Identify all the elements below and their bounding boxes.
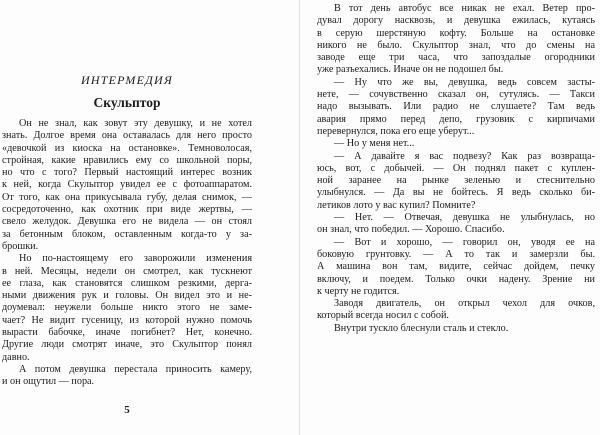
text-line: Но по-настоящему его заворожили изменения	[19, 253, 252, 265]
text-line: Внутри тускло блеснули сталь и стекло.	[334, 322, 509, 334]
text-line: он знал, что победил. — Хорошо. Спасибо.	[317, 224, 505, 236]
text-line: — А давайте я вас подвезу? Как раз возвраща-	[334, 150, 595, 162]
text-line: брошки.	[2, 240, 39, 252]
text-line: Он не знал, как зовут эту девушку, и не хотел	[19, 118, 252, 129]
text-line: и он ощутил — пора.	[2, 376, 95, 388]
text-line: Другие люди смотрят иначе, это Скульптор понял	[2, 339, 252, 351]
text-line: — Вот и хорошо, — говорил он, уводя ее на	[334, 236, 595, 248]
text-line: знать. Долгое время она оставалась для него просто	[2, 130, 252, 142]
text-line: уже разъехались. Иначе он не подошел бы.	[317, 64, 504, 76]
right-page-text	[317, 3, 595, 335]
text-line: А машина вон там, видите, сейчас дойдем, печку	[317, 261, 595, 273]
text-line: сосредоточенно, как охотник при виде жертвы, —	[2, 204, 252, 216]
text-line: «девочкой из киоска на остановке». Темноволосая,	[2, 142, 252, 154]
text-line: стройная, какие нравились ему со школьной поры,	[2, 154, 252, 166]
text-line: давно.	[2, 351, 30, 363]
text-line: который всегда носил с собой.	[317, 310, 449, 322]
text-line: А потом девушка перестала приносить камеру,	[19, 363, 252, 375]
text-line: в ней. Месяцы, недели он смотрел, как тускнеют	[2, 265, 252, 277]
page-number: 5	[124, 404, 130, 416]
chapter-title: Скульптор	[93, 95, 161, 110]
text-line: перевернулся, пока его еще уберут...	[317, 125, 475, 137]
text-line: летиков лото у вас купил? Помните?	[317, 199, 476, 211]
text-line: — Ну что же вы, девушка, ведь совсем засты-	[334, 76, 595, 88]
left-page-text	[2, 118, 252, 389]
text-line: ными движения рук и головы. Он видел это и не-	[2, 290, 252, 302]
text-line: — Но у меня нет...	[334, 138, 415, 150]
text-line: к ней, когда Скульптор увидел ее с фотоаппаратом.	[2, 179, 252, 191]
text-line: улыбнулся. — Да вы не бойтесь. Я ведь сколько би-	[317, 187, 595, 199]
section-title: ИНТЕРМЕДИЯ	[81, 73, 173, 87]
text-line: ной заранее на рынке зеленью и стеснительно	[317, 175, 595, 187]
text-line: — Нет. — Отвечая, девушка не улыбнулась, но	[334, 212, 595, 224]
text-line: юсь, вот, с добычей. — Он поднял пакет с куплен-	[317, 162, 595, 174]
text-line: В тот день автобус все никак не ехал. Ветер про-	[334, 3, 595, 14]
text-line: Заводя двигатель, он открыл чехол для очков,	[334, 298, 595, 310]
text-line: дувал дорогу насквозь, и девушка ежилась, кутаясь	[317, 15, 595, 27]
left-page	[2, 74, 252, 389]
text-line: чает? Не видит гусеницу, из которой нужно помочь	[2, 314, 252, 326]
text-line: никого не было. Скульптор знал, что до смены на	[317, 39, 595, 51]
text-line: включу, и поедем. Только очки надену. Зрение ни	[317, 273, 595, 285]
text-line: к черту не годится.	[317, 285, 400, 297]
text-line: свело желудок. Девушка его не видела — он стоял	[2, 216, 252, 228]
text-line: но что с того? Первый настоящий интерес возник	[2, 167, 252, 179]
text-line: ее глаза, как становятся слишком резкими, дерга-	[2, 277, 252, 289]
text-line: за бетонным блоком, оставленным когда-то у за-	[2, 228, 252, 240]
text-line: От того, как она прикусывала губу, делая снимок, —	[2, 191, 252, 203]
text-line: заводе еще три часа, что запоздалые огородники	[317, 52, 595, 64]
text-line: доумевал: неужели больше никто этого не заме-	[2, 302, 252, 314]
text-line: авария прямо перед депо, грузовик с кирпичами	[317, 113, 595, 125]
text-line: надо вызывать. Или радио не слушаете? Там ведь	[317, 101, 595, 113]
text-line: в серую шерстяную кофту. Больше на остановке	[317, 27, 595, 39]
page-gutter-divider	[299, 0, 300, 435]
text-line: вырасти бабочке, иначе погибнет? Нет, конечно.	[2, 327, 252, 339]
text-line: боковую грунтовку. — А то так и замерзли бы.	[317, 248, 595, 260]
text-line: нете, — сочувственно сказал он, сутулясь. — Такси	[317, 89, 595, 101]
